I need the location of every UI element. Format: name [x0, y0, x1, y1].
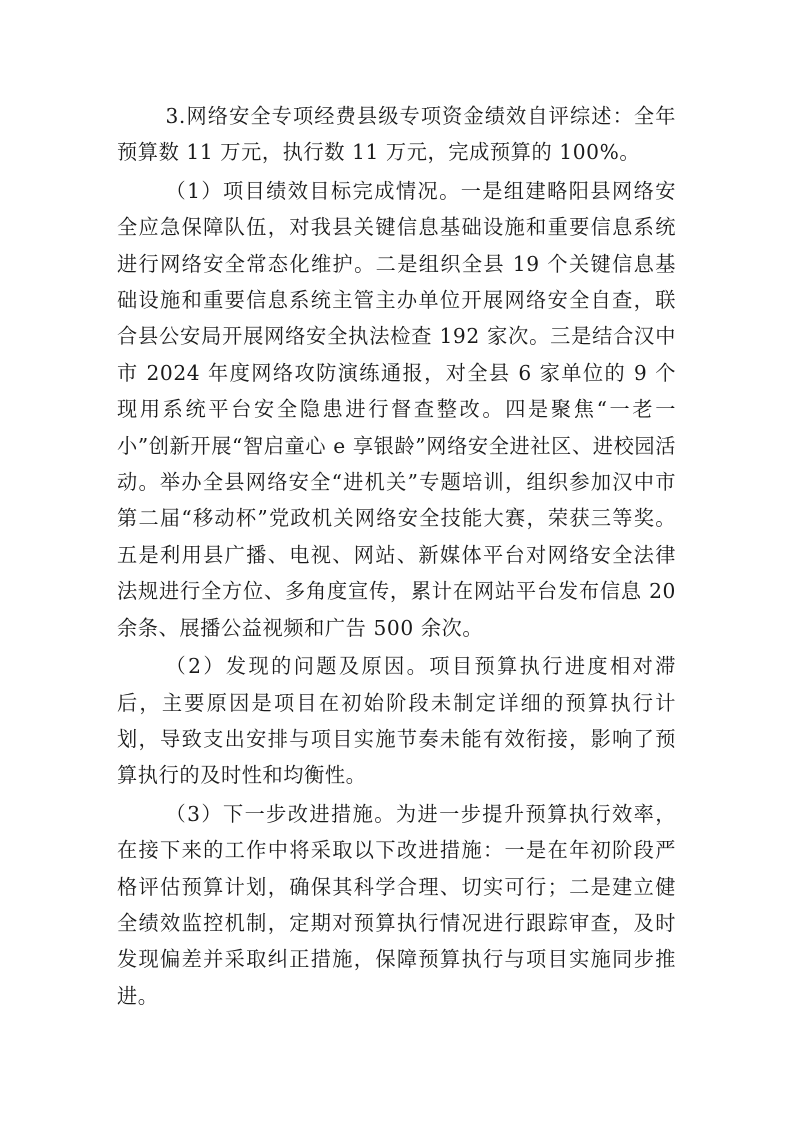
paragraph-problems-causes: （2）发现的问题及原因。项目预算执行进度相对滞后，主要原因是项目在初始阶段未制定详细的预算执行计划，导致支出安排与项目实施节奏未能有效衔接，影响了预算执行的及时性和均衡性。: [117, 654, 676, 788]
paragraph-goal-completion: （1）项目绩效目标完成情况。一是组建略阳县网络安全应急保障队伍，对我县关键信息基础设施和重要信息系统进行网络安全常态化维护。二是组织全县 19 个关键信息基础设施和重要信息系统主管主办单位开展网络安全自查，联合县公安局开展网络安全执法检查 192 家次。三是结合汉中市 2024 年度网络攻防演练通报，对全县 6 家单位的 9 个现用系统平台安全隐患进行督查整改。四是聚焦“一老一小”创新开展“智启童心 e 享银龄”网络安全进社区、进校园活动。举办全县网络安全“进机关”专题培训，组织参加汉中市第二届“移动杯”党政机关网络安全技能大赛，荣获三等奖。五是利用县广播、电视、网站、新媒体平台对网络安全法律法规进行全方位、多角度宣传，累计在网站平台发布信息 20 余条、展播公益视频和广告 500 余次。: [117, 178, 676, 640]
paragraph-improvement-measures: （3）下一步改进措施。为进一步提升预算执行效率，在接下来的工作中将采取以下改进措施：一是在年初阶段严格评估预算计划，确保其科学合理、切实可行；二是建立健全绩效监控机制，定期对预算执行情况进行跟踪审查，及时发现偏差并采取纠正措施，保障预算执行与项目实施同步推进。: [117, 801, 676, 1008]
paragraph-summary: 3.网络安全专项经费县级专项资金绩效自评综述：全年预算数 11 万元，执行数 11 万元，完成预算的 100%。: [117, 104, 676, 165]
document-body: [117, 98, 676, 1014]
